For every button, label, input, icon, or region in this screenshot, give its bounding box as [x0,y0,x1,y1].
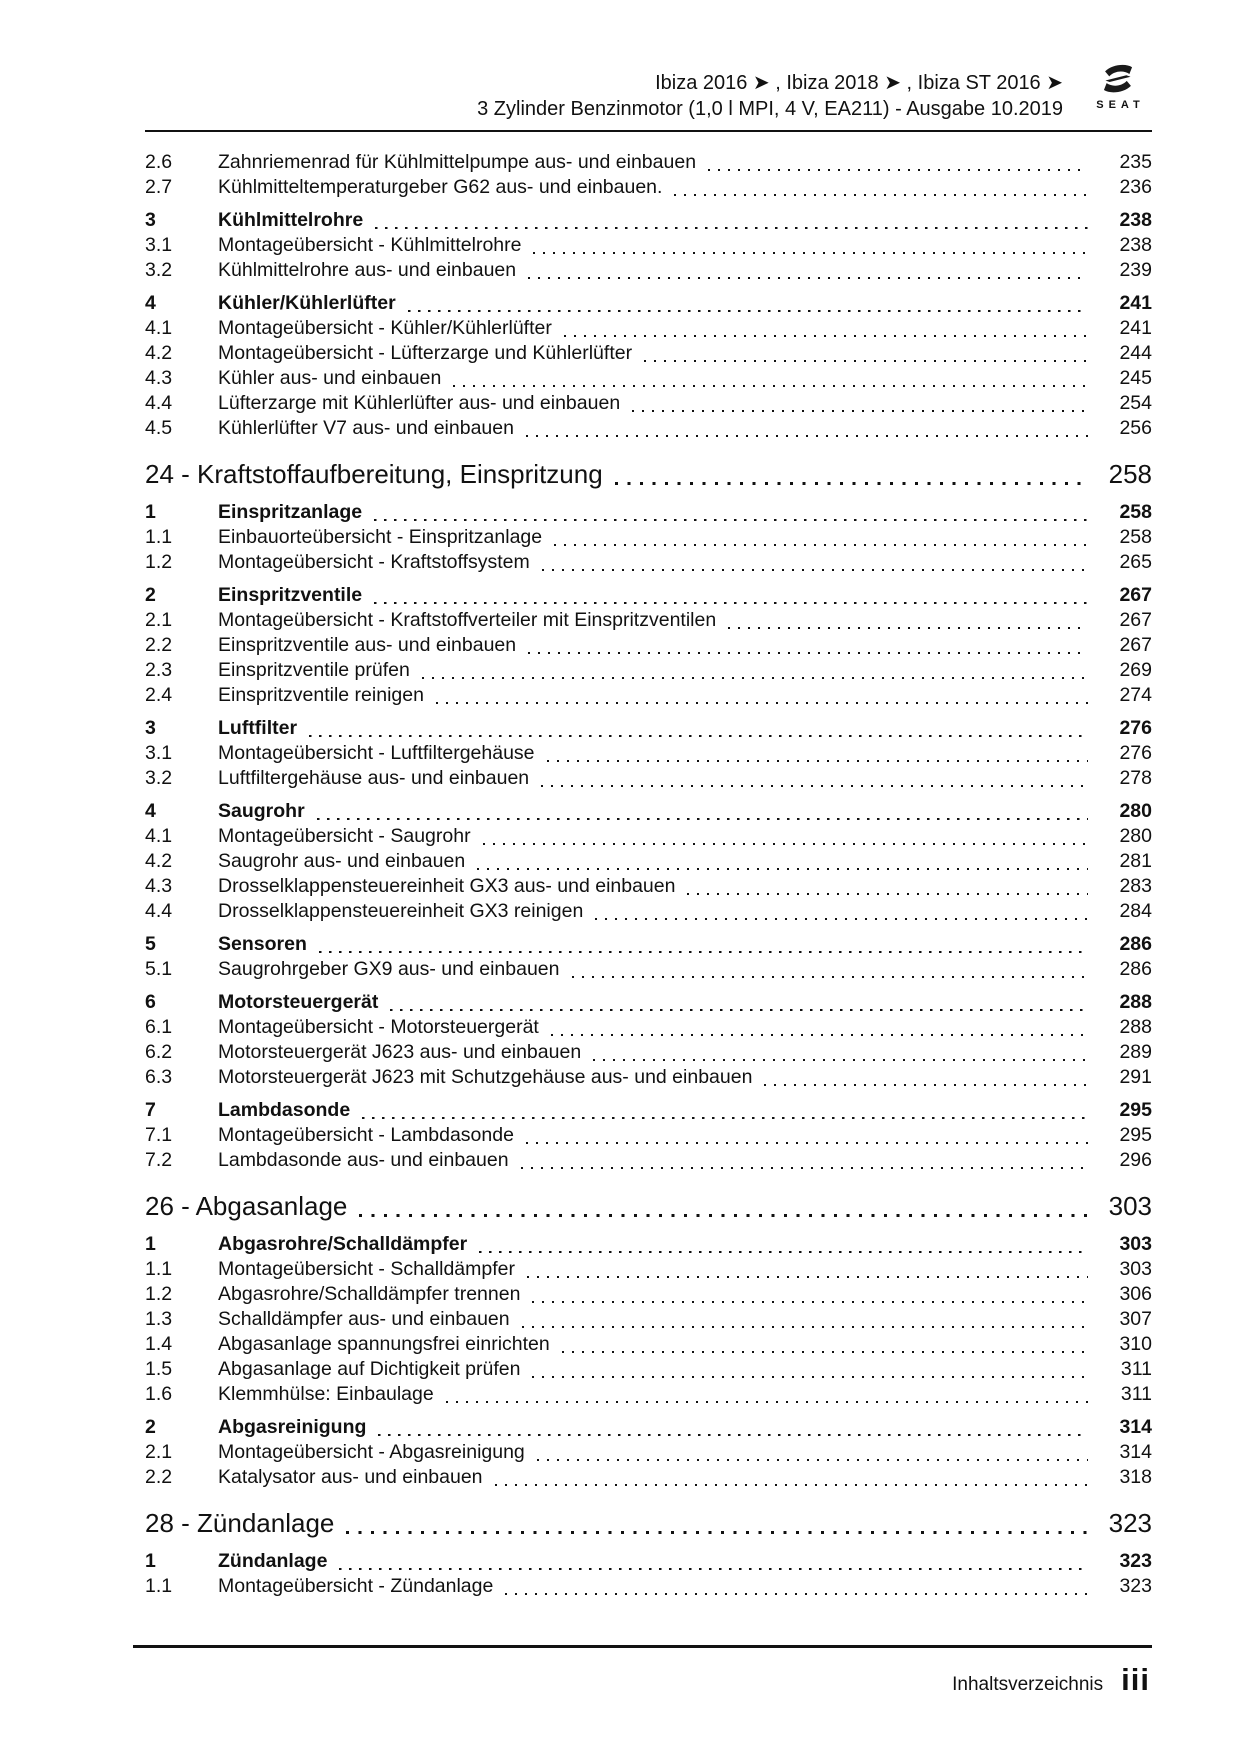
toc-entry-row [145,766,1152,791]
entry-page: 323 [1119,1550,1152,1572]
dot-leader [728,608,1088,633]
dot-leader [593,1040,1088,1065]
dot-leader [533,233,1088,258]
toc-entry-row [145,1040,1152,1065]
entry-number: 1.1 [145,526,173,548]
entry-title: Kühlmittelrohre [218,209,364,231]
entry-title: Montageübersicht - Schalldämpfer [218,1258,515,1280]
toc-entry-row [145,1257,1152,1282]
entry-title: Kühler aus- und einbauen [218,367,442,389]
toc-section-row [145,1232,1152,1257]
toc-entry-row [145,366,1152,391]
dot-leader [505,1574,1088,1599]
entry-page: 311 [1120,1383,1152,1405]
toc-section-row [145,1549,1152,1574]
entry-page: 265 [1119,551,1152,573]
entry-number: 1 [145,1233,156,1255]
entry-page: 238 [1119,209,1152,231]
dot-leader [644,341,1088,366]
entry-number: 2.1 [145,1441,173,1463]
entry-title: Kühlmitteltemperaturgeber G62 aus- und einbauen. [218,176,663,198]
entry-page: 314 [1119,1416,1152,1438]
entry-page: 318 [1119,1466,1152,1488]
dot-leader [708,150,1088,175]
entry-page: 289 [1119,1041,1152,1063]
dot-leader [408,291,1088,316]
dot-leader [551,1015,1088,1040]
header-divider [145,130,1152,132]
entry-title: Saugrohr aus- und einbauen [218,850,466,872]
entry-page: 278 [1119,767,1152,789]
dot-leader [674,175,1088,200]
entry-title: Einspritzventile reinigen [218,684,424,706]
entry-number: 7 [145,1099,156,1121]
entry-number: 2 [145,1416,156,1438]
entry-title: Einspritzventile prüfen [218,659,410,681]
entry-page: 295 [1119,1099,1152,1121]
header-model-line: Ibiza 2016 ➤ , Ibiza 2018 ➤ , Ibiza ST 2016 ➤ [655,72,1063,94]
toc-entry-row [145,1332,1152,1357]
dot-leader [595,899,1088,924]
entry-title: Kühler/Kühlerlüfter [218,292,396,314]
toc-entry-row [145,683,1152,708]
seat-logo [1086,60,1150,111]
entry-title: Saugrohr [218,800,305,822]
toc-section-row [145,500,1152,525]
entry-number: 1.2 [145,1283,173,1305]
entry-page: 258 [1119,526,1152,548]
entry-number: 7.2 [145,1149,173,1171]
entry-number: 2.4 [145,684,173,706]
dot-leader [764,1065,1088,1090]
dot-leader [528,633,1088,658]
dot-leader [522,1307,1088,1332]
entry-number: 7.1 [145,1124,173,1146]
footer-page-number: iii [1121,1662,1150,1697]
table-of-contents [145,150,1152,1599]
entry-number: 4.3 [145,875,173,897]
entry-page: 295 [1119,1124,1152,1146]
entry-page: 283 [1119,875,1152,897]
toc-entry-row [145,1065,1152,1090]
dot-leader [527,1257,1088,1282]
entry-title: Motorsteuergerät J623 mit Schutzgehäuse aus- und einbauen [218,1066,753,1088]
entry-number: 2 [145,584,156,606]
toc-entry-row [145,316,1152,341]
entry-number: 1.2 [145,551,173,573]
toc-entry-row [145,175,1152,200]
entry-number: 2.7 [145,176,173,198]
dot-leader [375,208,1088,233]
entry-page: 288 [1119,991,1152,1013]
entry-title: Motorsteuergerät J623 aus- und einbauen [218,1041,582,1063]
entry-number: 1 [145,501,156,523]
dot-leader [309,716,1088,741]
entry-number: 3 [145,209,156,231]
dot-leader [564,316,1088,341]
entry-number: 4.1 [145,825,173,847]
entry-title: Kühlmittelrohre aus- und einbauen [218,259,517,281]
toc-entry-row [145,899,1152,924]
dot-leader [319,932,1088,957]
dot-leader [687,874,1088,899]
entry-number: 4.4 [145,392,173,414]
toc-entry-row [145,416,1152,441]
entry-title: Abgasrohre/Schalldämpfer [218,1233,468,1255]
toc-section-row [145,583,1152,608]
toc-entry-row [145,341,1152,366]
toc-entry-row [145,1015,1152,1040]
entry-number: 1.1 [145,1575,173,1597]
entry-title: Zahnriemenrad für Kühlmittelpumpe aus- und einbauen [218,151,697,173]
toc-entry-row [145,658,1152,683]
entry-title: Montageübersicht - Zündanlage [218,1575,494,1597]
toc-entry-row [145,849,1152,874]
entry-page: 267 [1119,634,1152,656]
dot-leader [374,500,1088,525]
toc-chapter-row [145,1505,1152,1541]
dot-leader [477,849,1088,874]
toc-entry-row [145,550,1152,575]
entry-number: 3.1 [145,234,173,256]
entry-title: Einbauorteübersicht - Einspritzanlage [218,526,543,548]
entry-title: Abgasrohre/Schalldämpfer trennen [218,1283,521,1305]
entry-title: Abgasanlage auf Dichtigkeit prüfen [218,1358,521,1380]
entry-number: 3 [145,717,156,739]
toc-entry-row [145,741,1152,766]
entry-number: 2.3 [145,659,173,681]
chapter-title: 28 - Zündanlage [145,1508,335,1538]
toc-entry-row [145,525,1152,550]
dot-leader [339,1549,1088,1574]
entry-page: 303 [1119,1258,1152,1280]
dot-leader [521,1148,1088,1173]
entry-title: Montageübersicht - Abgasreinigung [218,1441,525,1463]
toc-entry-row [145,233,1152,258]
chapter-title: 26 - Abgasanlage [145,1191,348,1221]
dot-leader [526,1123,1088,1148]
entry-page: 286 [1119,958,1152,980]
entry-number: 4 [145,292,156,314]
entry-title: Einspritzventile [218,584,363,606]
dot-leader [359,1188,1088,1224]
header-engine-line: 3 Zylinder Benzinmotor (1,0 l MPI, 4 V, EA211) - Ausgabe 10.2019 [477,98,1063,120]
entry-page: 306 [1119,1283,1152,1305]
dot-leader [632,391,1088,416]
toc-entry-row [145,1382,1152,1407]
entry-page: 276 [1119,742,1152,764]
toc-entry-row [145,150,1152,175]
entry-title: Montageübersicht - Kraftstoffverteiler mit Einspritzventilen [218,609,717,631]
footer-label: Inhaltsverzeichnis [952,1674,1104,1695]
entry-title: Montageübersicht - Kraftstoffsystem [218,551,530,573]
entry-page: 310 [1119,1333,1152,1355]
dot-leader [378,1415,1088,1440]
entry-title: Schalldämpfer aus- und einbauen [218,1308,510,1330]
dot-leader [436,683,1088,708]
entry-title: Motorsteuergerät [218,991,379,1013]
entry-title: Montageübersicht - Kühler/Kühlerlüfter [218,317,552,339]
toc-section-row [145,990,1152,1015]
entry-number: 3.2 [145,259,173,281]
entry-page: 244 [1119,342,1152,364]
entry-title: Lambdasonde aus- und einbauen [218,1149,509,1171]
entry-page: 241 [1119,317,1152,339]
entry-title: Abgasreinigung [218,1416,367,1438]
entry-page: 307 [1119,1308,1152,1330]
entry-number: 2.1 [145,609,173,631]
toc-section-row [145,208,1152,233]
dot-leader [362,1098,1088,1123]
toc-entry-row [145,1148,1152,1173]
entry-number: 5 [145,933,156,955]
page-footer [952,1662,1150,1698]
entry-page: 254 [1119,392,1152,414]
toc-section-row [145,932,1152,957]
entry-page: 280 [1119,800,1152,822]
dot-leader [483,824,1088,849]
entry-page: 281 [1119,850,1152,872]
dot-leader [390,990,1088,1015]
entry-title: Montageübersicht - Luftfiltergehäuse [218,742,535,764]
entry-number: 4.2 [145,342,173,364]
entry-number: 1.5 [145,1358,173,1380]
entry-title: Lambdasonde [218,1099,351,1121]
footer-divider [133,1645,1152,1648]
entry-number: 6.2 [145,1041,173,1063]
dot-leader [572,957,1089,982]
entry-title: Drosselklappensteuereinheit GX3 reinigen [218,900,584,922]
entry-title: Montageübersicht - Kühlmittelrohre [218,234,522,256]
entry-page: 267 [1119,609,1152,631]
toc-entry-row [145,391,1152,416]
entry-title: Montageübersicht - Motorsteuergerät [218,1016,539,1038]
toc-section-row [145,799,1152,824]
dot-leader [554,525,1088,550]
entry-title: Montageübersicht - Saugrohr [218,825,471,847]
entry-number: 1.1 [145,1258,173,1280]
dot-leader [532,1357,1088,1382]
toc-entry-row [145,608,1152,633]
entry-page: 280 [1119,825,1152,847]
entry-number: 2.2 [145,634,173,656]
entry-page: 284 [1119,900,1152,922]
toc-entry-row [145,1307,1152,1332]
toc-entry-row [145,1357,1152,1382]
entry-title: Einspritzventile aus- und einbauen [218,634,517,656]
entry-number: 1.4 [145,1333,173,1355]
entry-page: 235 [1119,151,1152,173]
dot-leader [526,416,1088,441]
dot-leader [479,1232,1088,1257]
dot-leader [537,1440,1088,1465]
page-header [477,70,1063,122]
dot-leader [615,456,1088,492]
entry-page: 303 [1119,1233,1152,1255]
entry-page: 245 [1119,367,1152,389]
entry-number: 6.1 [145,1016,173,1038]
dot-leader [495,1465,1088,1490]
entry-number: 5.1 [145,958,173,980]
entry-page: 236 [1119,176,1152,198]
entry-number: 1.6 [145,1383,173,1405]
dot-leader [422,658,1088,683]
entry-number: 2.2 [145,1466,173,1488]
entry-title: Lüfterzarge mit Kühlerlüfter aus- und einbauen [218,392,621,414]
entry-title: Abgasanlage spannungsfrei einrichten [218,1333,550,1355]
dot-leader [528,258,1088,283]
toc-entry-row [145,258,1152,283]
entry-number: 1 [145,1550,156,1572]
entry-title: Sensoren [218,933,307,955]
entry-title: Luftfiltergehäuse aus- und einbauen [218,767,530,789]
toc-chapter-row [145,1188,1152,1224]
entry-number: 4.5 [145,417,173,439]
toc-section-row [145,1415,1152,1440]
dot-leader [346,1505,1088,1541]
entry-title: Luftfilter [218,717,298,739]
dot-leader [446,1382,1088,1407]
toc-entry-row [145,1282,1152,1307]
entry-title: Drosselklappensteuereinheit GX3 aus- und einbauen [218,875,676,897]
entry-title: Saugrohrgeber GX9 aus- und einbauen [218,958,560,980]
entry-page: 276 [1119,717,1152,739]
entry-page: 314 [1119,1441,1152,1463]
dot-leader [562,1332,1088,1357]
toc-entry-row [145,824,1152,849]
seat-logo-text: SEAT [1096,99,1145,111]
chapter-title: 24 - Kraftstoffaufbereitung, Einspritzung [145,459,603,489]
seat-s-icon [1086,60,1150,98]
chapter-page: 258 [1108,459,1152,489]
entry-page: 291 [1119,1066,1152,1088]
entry-number: 6 [145,991,156,1013]
entry-page: 238 [1119,234,1152,256]
entry-title: Einspritzanlage [218,501,363,523]
toc-entry-row [145,1465,1152,1490]
toc-entry-row [145,633,1152,658]
toc-section-row [145,716,1152,741]
entry-number: 1.3 [145,1308,173,1330]
entry-page: 241 [1119,292,1152,314]
toc-section-row [145,291,1152,316]
entry-page: 296 [1119,1149,1152,1171]
entry-number: 3.2 [145,767,173,789]
entry-number: 6.3 [145,1066,173,1088]
toc-chapter-row [145,456,1152,492]
entry-title: Klemmhülse: Einbaulage [218,1383,434,1405]
entry-number: 4.4 [145,900,173,922]
entry-number: 3.1 [145,742,173,764]
toc-entry-row [145,1123,1152,1148]
toc-section-row [145,1098,1152,1123]
dot-leader [547,741,1088,766]
dot-leader [541,766,1088,791]
entry-number: 4.2 [145,850,173,872]
toc-entry-row [145,1574,1152,1599]
entry-page: 256 [1119,417,1152,439]
entry-page: 323 [1119,1575,1152,1597]
entry-page: 267 [1119,584,1152,606]
entry-page: 258 [1119,501,1152,523]
entry-page: 274 [1119,684,1152,706]
entry-page: 286 [1119,933,1152,955]
entry-title: Kühlerlüfter V7 aus- und einbauen [218,417,514,439]
entry-number: 4.3 [145,367,173,389]
entry-page: 288 [1119,1016,1152,1038]
entry-page: 239 [1119,259,1152,281]
entry-title: Katalysator aus- und einbauen [218,1466,483,1488]
dot-leader [542,550,1088,575]
entry-number: 2.6 [145,151,173,173]
toc-entry-row [145,874,1152,899]
entry-title: Montageübersicht - Lambdasonde [218,1124,514,1146]
chapter-page: 303 [1108,1191,1152,1221]
entry-title: Montageübersicht - Lüfterzarge und Kühlerlüfter [218,342,633,364]
toc-entry-row [145,957,1152,982]
toc-entry-row [145,1440,1152,1465]
dot-leader [532,1282,1088,1307]
entry-page: 269 [1119,659,1152,681]
dot-leader [374,583,1088,608]
entry-title: Zündanlage [218,1550,328,1572]
entry-page: 311 [1120,1358,1152,1380]
entry-number: 4 [145,800,156,822]
dot-leader [317,799,1088,824]
chapter-page: 323 [1108,1508,1152,1538]
dot-leader [453,366,1088,391]
entry-number: 4.1 [145,317,173,339]
